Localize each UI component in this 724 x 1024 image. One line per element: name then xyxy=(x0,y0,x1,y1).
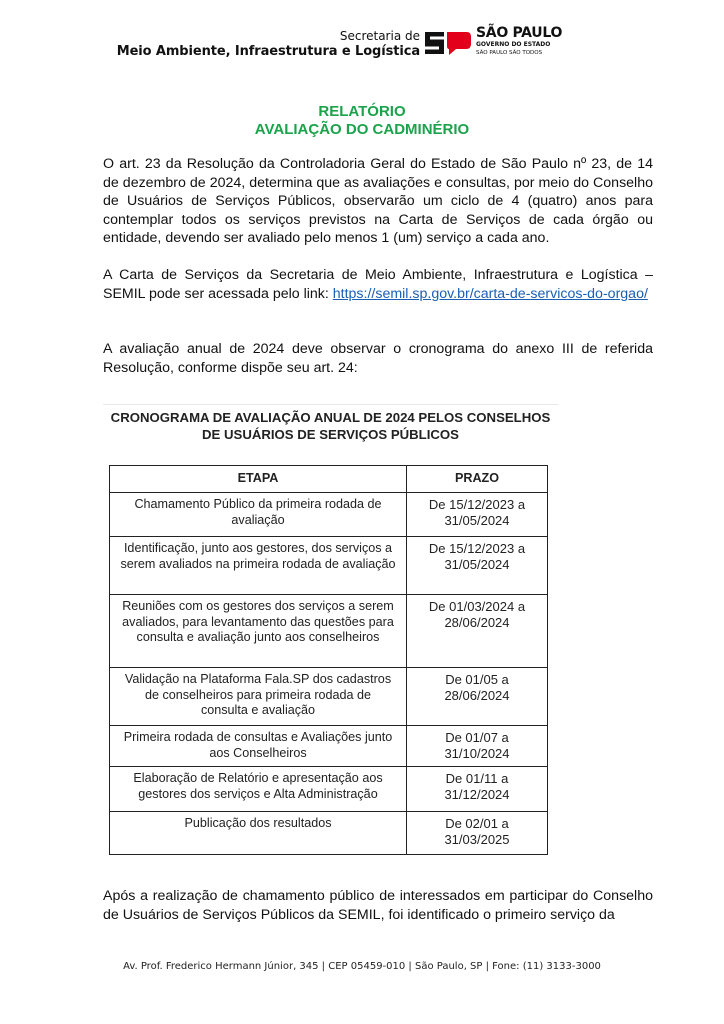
sp-logo-title: SÃO PAULO xyxy=(476,25,563,41)
table-row xyxy=(110,767,548,812)
prazo-cell: De 15/12/2023 a 31/05/2024 xyxy=(407,537,548,595)
cronograma-title xyxy=(103,409,558,443)
secretaria-name xyxy=(117,28,420,60)
table-header-row xyxy=(110,466,548,493)
table-row xyxy=(110,595,548,668)
prazo-cell: De 01/05 a 28/06/2024 xyxy=(407,668,548,726)
secretaria-line2: Meio Ambiente, Infraestrutura e Logística xyxy=(116,44,420,59)
sp-logo-slogan: SÃO PAULO SÃO TODOS xyxy=(476,50,543,56)
figure-divider xyxy=(103,404,558,405)
etapa-cell: Validação na Plataforma Fala.SP dos cadastros de conselheiros para primeira rodada de consulta e avaliação xyxy=(110,668,407,726)
table-row xyxy=(110,537,548,595)
cronograma-title-line1: CRONOGRAMA DE AVALIAÇÃO ANUAL DE 2024 PELOS CONSELHOS xyxy=(110,410,551,425)
prazo-cell: De 01/11 a 31/12/2024 xyxy=(407,767,548,812)
title-line2: AVALIAÇÃO DO CADMINÉRIO xyxy=(254,121,470,138)
title-line1: RELATÓRIO xyxy=(318,103,406,120)
table-row xyxy=(110,493,548,537)
page-footer-address: Av. Prof. Frederico Hermann Júnior, 345 | CEP 05459-010 | São Paulo, SP | Fone: (11) 3133-3000 xyxy=(123,961,601,972)
etapa-cell: Primeira rodada de consultas e Avaliações junto aos Conselheiros xyxy=(110,726,407,767)
report-title xyxy=(0,103,724,139)
cronograma-figure xyxy=(103,404,558,864)
sp-logo-subtitle: GOVERNO DO ESTADO xyxy=(476,41,551,48)
page-header xyxy=(0,24,724,64)
etapa-cell: Publicação dos resultados xyxy=(110,812,407,855)
prazo-cell: De 02/01 a 31/03/2025 xyxy=(407,812,548,855)
secretaria-line1: Secretaria de xyxy=(339,29,420,43)
carta-servicos-link[interactable]: https://semil.sp.gov.br/carta-de-servicos-do-orgao/ xyxy=(332,285,648,302)
table-row xyxy=(110,668,548,726)
paragraph-chamamento: Após a realização de chamamento público de interessados em participar do Conselho de Usuários de Serviços Públicos da SEMIL, foi identificado o primeiro serviço da xyxy=(103,888,653,923)
etapa-cell: Elaboração de Relatório e apresentação aos gestores dos serviços e Alta Administração xyxy=(110,767,407,812)
carta-text: A Carta de Serviços da Secretaria de Meio Ambiente, Infraestrutura e Logística – SEMIL pode ser acessada pelo link: xyxy=(103,267,653,302)
table-row xyxy=(110,726,548,767)
sp-government-logo-text xyxy=(476,26,562,57)
cronograma-title-line2: DE USUÁRIOS DE SERVIÇOS PÚBLICOS xyxy=(202,427,459,442)
cronograma-table xyxy=(109,465,548,855)
paragraph-carta-servicos xyxy=(103,266,653,303)
header-etapa: ETAPA xyxy=(110,466,407,493)
etapa-cell: Reuniões com os gestores dos serviços a serem avaliados, para levantamento das questões para consulta e avaliação junto aos conselheiros xyxy=(110,595,407,668)
header-prazo: PRAZO xyxy=(407,466,548,493)
prazo-cell: De 01/07 a 31/10/2024 xyxy=(407,726,548,767)
paragraph-avaliacao-anual: A avaliação anual de 2024 deve observar o cronograma do anexo III de referida Resolução, conforme dispõe seu art. 24: xyxy=(103,341,653,376)
prazo-cell: De 15/12/2023 a 31/05/2024 xyxy=(407,493,548,537)
paragraph-resolution: O art. 23 da Resolução da Controladoria Geral do Estado de São Paulo nº 23, de 14 de dezembro de 2024, determina que as avaliações e consultas, por meio do Conselho de Usuários de Serviços Públicos, observarão um ciclo de 4 (quatro) anos para contemplar todos os serviços previstos na Carta de Serviços de cada órgão ou entidade, devendo ser avaliado pelo menos 1 (um) serviço a cada ano. xyxy=(103,156,653,246)
table-row xyxy=(110,812,548,855)
prazo-cell: De 01/03/2024 a 28/06/2024 xyxy=(407,595,548,668)
sp-logo-icon xyxy=(422,30,472,56)
etapa-cell: Chamamento Público da primeira rodada de avaliação xyxy=(110,493,407,537)
etapa-cell: Identificação, junto aos gestores, dos serviços a serem avaliados na primeira rodada de avaliação xyxy=(110,537,407,595)
